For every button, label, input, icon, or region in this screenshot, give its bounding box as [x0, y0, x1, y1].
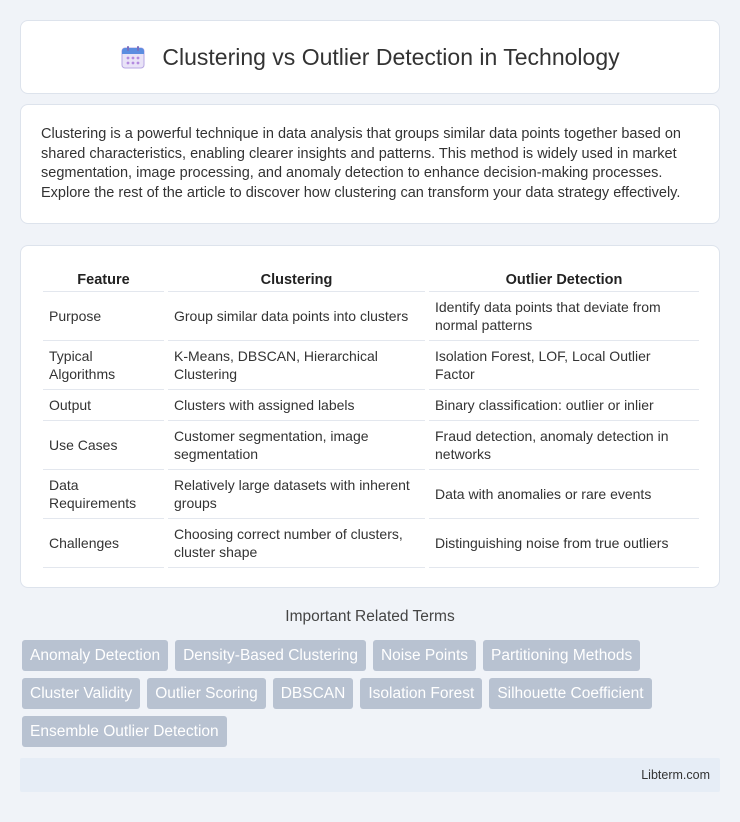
- table-row: [43, 421, 699, 470]
- table-cell: Data with anomalies or rare events: [429, 470, 699, 519]
- table-cell: Binary classification: outlier or inlier: [429, 390, 699, 421]
- table-cell: K-Means, DBSCAN, Hierarchical Clustering: [168, 341, 425, 390]
- table-row: [43, 341, 699, 390]
- table-cell: Purpose: [43, 292, 164, 341]
- table-header-row: [43, 266, 699, 292]
- table-row: [43, 519, 699, 568]
- related-term-tag[interactable]: DBSCAN: [273, 678, 354, 709]
- related-term-tag[interactable]: Noise Points: [373, 640, 476, 671]
- table-cell: Output: [43, 390, 164, 421]
- footer-site-link[interactable]: Libterm.com: [641, 768, 710, 782]
- related-terms-list: [22, 640, 722, 747]
- related-term-tag[interactable]: Anomaly Detection: [22, 640, 168, 671]
- table-cell: Customer segmentation, image segmentation: [168, 421, 425, 470]
- column-header: Clustering: [168, 266, 425, 292]
- table-cell: Distinguishing noise from true outliers: [429, 519, 699, 568]
- table-cell: Clusters with assigned labels: [168, 390, 425, 421]
- table-row: [43, 390, 699, 421]
- related-term-tag[interactable]: Isolation Forest: [360, 678, 482, 709]
- calendar-icon: [120, 44, 146, 70]
- comparison-table: [43, 266, 699, 568]
- table-cell: Use Cases: [43, 421, 164, 470]
- column-header: Outlier Detection: [429, 266, 699, 292]
- column-header: Feature: [43, 266, 164, 292]
- table-cell: Fraud detection, anomaly detection in networks: [429, 421, 699, 470]
- page-title: Clustering vs Outlier Detection in Technology: [162, 43, 620, 70]
- related-term-tag[interactable]: Cluster Validity: [22, 678, 140, 709]
- table-cell: Isolation Forest, LOF, Local Outlier Factor: [429, 341, 699, 390]
- intro-text: Clustering is a powerful technique in data analysis that groups similar data points together based on shared characteristics, enabling clearer insights and patterns. This method is widely used in market segmentation, image processing, and anomaly detection to enhance decision-making processes. Explore the rest of the article to discover how clustering can transform your data strategy effectively.: [41, 126, 681, 201]
- intro-card: [20, 104, 720, 224]
- table-cell: Data Requirements: [43, 470, 164, 519]
- related-term-tag[interactable]: Ensemble Outlier Detection: [22, 716, 227, 747]
- table-cell: Relatively large datasets with inherent groups: [168, 470, 425, 519]
- comparison-table-card: [20, 245, 720, 588]
- footer: [20, 758, 720, 792]
- table-cell: Identify data points that deviate from normal patterns: [429, 292, 699, 341]
- table-cell: Challenges: [43, 519, 164, 568]
- related-term-tag[interactable]: Silhouette Coefficient: [489, 678, 651, 709]
- table-row: [43, 470, 699, 519]
- table-cell: Group similar data points into clusters: [168, 292, 425, 341]
- table-row: [43, 292, 699, 341]
- related-term-tag[interactable]: Density-Based Clustering: [175, 640, 366, 671]
- table-cell: Choosing correct number of clusters, cluster shape: [168, 519, 425, 568]
- table-cell: Typical Algorithms: [43, 341, 164, 390]
- related-term-tag[interactable]: Outlier Scoring: [147, 678, 266, 709]
- related-term-tag[interactable]: Partitioning Methods: [483, 640, 640, 671]
- header-card: [20, 20, 720, 94]
- related-terms-title: Important Related Terms: [285, 608, 455, 625]
